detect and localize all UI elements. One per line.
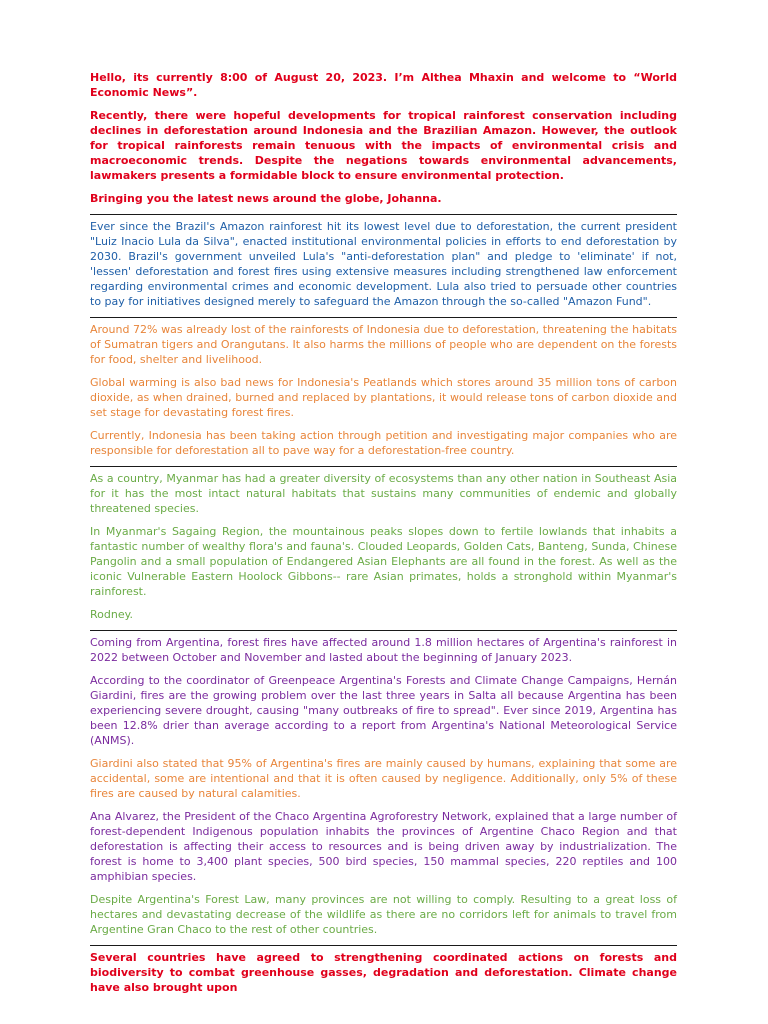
argentina-paragraph-2: According to the coordinator of Greenpeace Argentina's Forests and Climate Change Campaigns, Hernán Giardini, fires are the growing problem over the last three years in Salta all because Argentina has been experiencing severe drought, causing "many outbreaks of fire to spread". Ever since 2019, Argentina has been 12.8% drier than average according to a report from Argentina's National Meteorological Service (ANMS). [90,674,677,747]
brazil-paragraph: Ever since the Brazil's Amazon rainforest hit its lowest level due to deforestation, the current president "Luiz Inacio Lula da Silva", enacted institutional environmental policies in efforts to end deforestation by 2030. Brazil's government unveiled Lula's "anti-deforestation plan" and pledge to 'eliminate' if not, 'lessen' deforestation and forest fires using extensive measures including strengthened law enforcement regarding environmental crimes and economic development. Lula also tried to persuade other countries to pay for initiatives designed merely to safeguard the Amazon through the so-called "Amazon Fund". [90,220,677,308]
intro-handoff: Bringing you the latest news around the globe, Johanna. [90,192,442,205]
news-script-document [90,70,677,1003]
indonesia-paragraph-2: Global warming is also bad news for Indonesia's Peatlands which stores around 35 million tons of carbon dioxide, as when drained, burned and replaced by plantations, it would release tons of carbon dioxide and set stage for devastating forest fires. [90,376,677,419]
myanmar-paragraph-1: As a country, Myanmar has had a greater diversity of ecosystems than any other nation in Southeast Asia for it has the most intact natural habitats that sustains many communities of endemic and globally threatened species. [90,472,677,515]
argentina-paragraph-3: Giardini also stated that 95% of Argentina's fires are mainly caused by humans, explaining that some are accidental, some are intentional and that it is often caused by negligence. Additionally, only 5% of these fires are caused by natural calamities. [90,757,677,800]
section-divider [90,945,677,946]
indonesia-paragraph-3: Currently, Indonesia has been taking action through petition and investigating major companies who are responsible for deforestation all to pave way for a deforestation-free country. [90,429,677,457]
argentina-paragraph-5: Despite Argentina's Forest Law, many provinces are not willing to comply. Resulting to a great loss of hectares and devastating decrease of the wildlife as there are no corridors left for animals to travel from Argentine Gran Chaco to the rest of other countries. [90,893,677,936]
myanmar-handoff: Rodney. [90,608,134,621]
argentina-paragraph-4: Ana Alvarez, the President of the Chaco Argentina Agroforestry Network, explained that a large number of forest-dependent Indigenous population inhabits the provinces of Argentine Chaco Region and that deforestation is affecting their access to resources and is being driven away by industrialization. The forest is home to 3,400 plant species, 500 bird species, 150 mammal species, 220 reptiles and 100 amphibian species. [90,810,677,883]
section-divider [90,630,677,631]
myanmar-paragraph-2: In Myanmar's Sagaing Region, the mountainous peaks slopes down to fertile lowlands that inhabits a fantastic number of wealthy flora's and fauna's. Clouded Leopards, Golden Cats, Banteng, Sunda, Chinese Pangolin and a small population of Endangered Asian Elephants are all found in the forest. As well as the iconic Vulnerable Eastern Hoolock Gibbons-- rare Asian primates, holds a stronghold within Myanmar's rainforest. [90,525,677,598]
section-divider [90,317,677,318]
indonesia-paragraph-1: Around 72% was already lost of the rainforests of Indonesia due to deforestation, threatening the habitats of Sumatran tigers and Orangutans. It also harms the millions of people who are dependent on the forests for food, shelter and livelihood. [90,323,677,366]
intro-greeting: Hello, its currently 8:00 of August 20, 2023. I’m Althea Mhaxin and welcome to “World Economic News”. [90,71,677,99]
intro-overview: Recently, there were hopeful developments for tropical rainforest conservation including declines in deforestation around Indonesia and the Brazilian Amazon. However, the outlook for tropical rainforests remain tenuous with the impacts of environmental crisis and macroeconomic trends. Despite the negations towards environmental advancements, lawmakers presents a formidable block to ensure environmental protection. [90,109,677,182]
section-divider [90,466,677,467]
closing-paragraph: Several countries have agreed to strengthening coordinated actions on forests and biodiversity to combat greenhouse gasses, degradation and deforestation. Climate change have also brought upon [90,951,677,994]
section-divider [90,214,677,215]
argentina-paragraph-1: Coming from Argentina, forest fires have affected around 1.8 million hectares of Argentina's rainforest in 2022 between October and November and lasted about the beginning of January 2023. [90,636,677,664]
